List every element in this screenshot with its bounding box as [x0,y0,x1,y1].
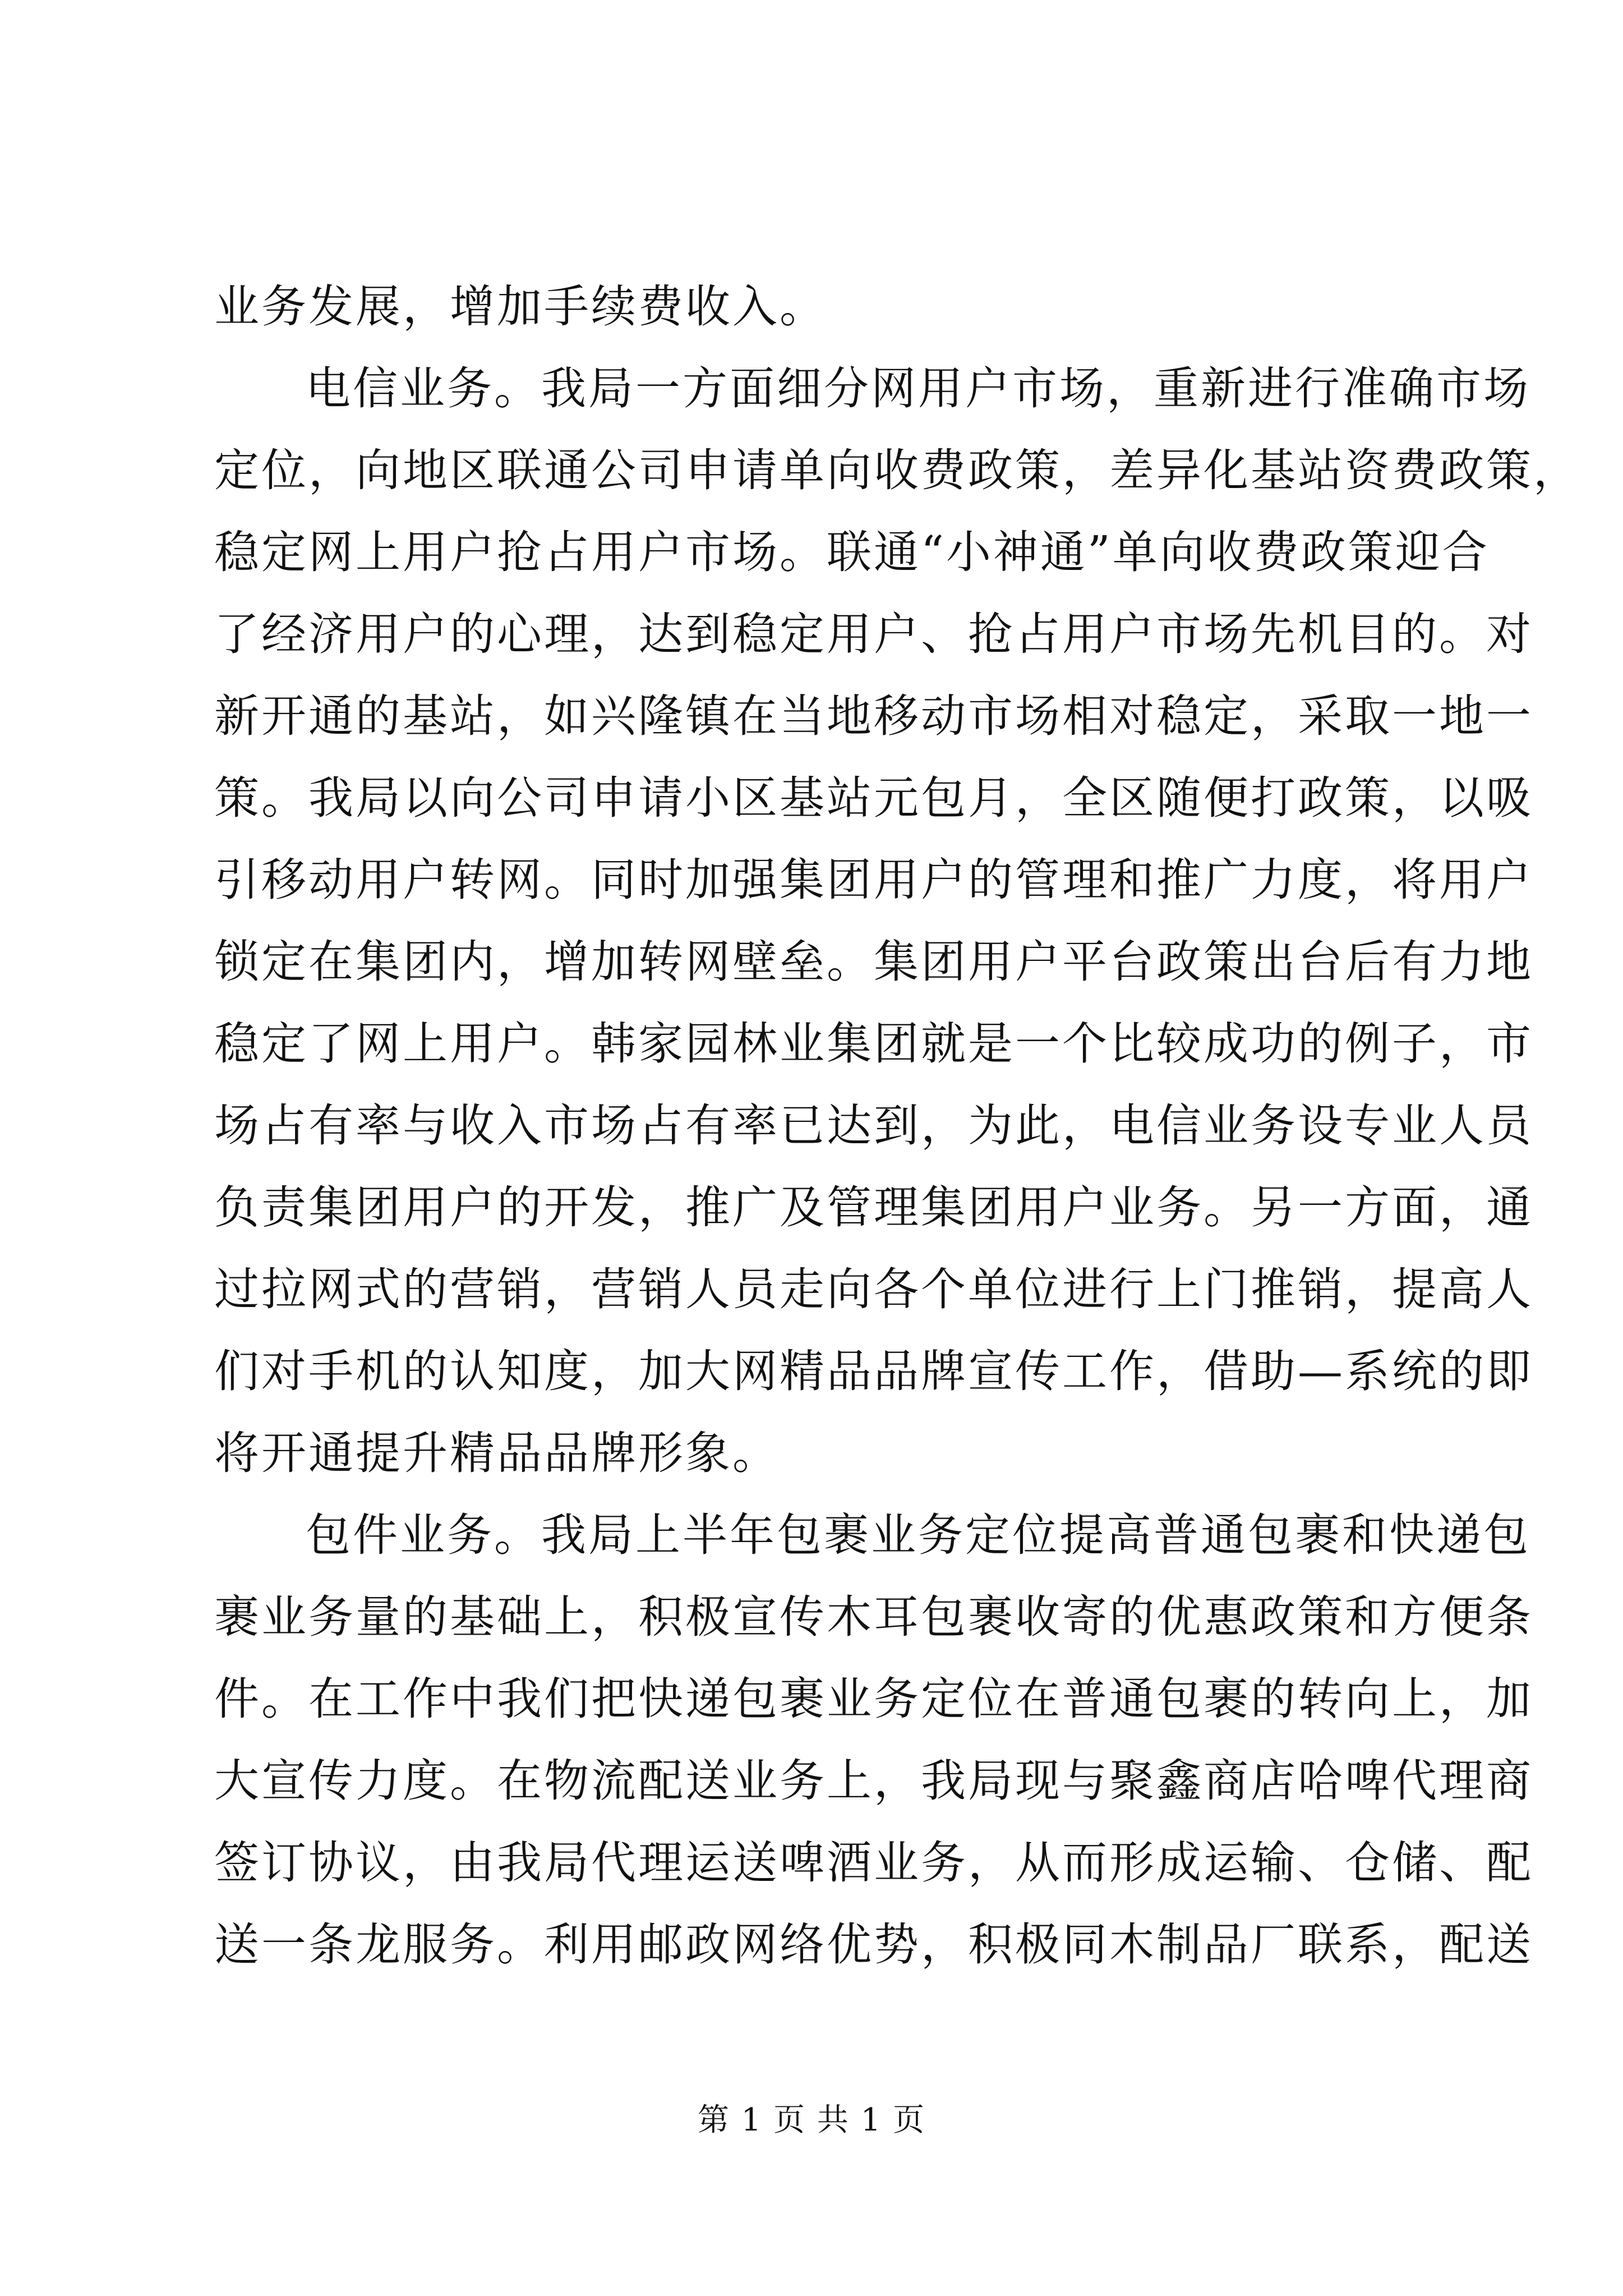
text-line: 锁定在集团内，增加转网壁垒。集团用户平台政策出台后有力地 [214,936,1533,988]
text-line: 了经济用户的心理，达到稳定用户、抢占用户市场先机目的。对 [214,608,1533,660]
text-line: 引移动用户转网。同时加强集团用户的管理和推广力度，将用户 [214,854,1533,906]
text-line: 稳定网上用户抢占用户市场。联通“小神通”单向收费政策迎合 [214,526,1490,578]
text-line: 大宣传力度。在物流配送业务上，我局现与聚鑫商店哈啤代理商 [214,1755,1533,1807]
text-line: 送一条龙服务。利用邮政网络优势，积极同木制品厂联系，配送 [214,1918,1533,1971]
text-line: 负责集团用户的开发，推广及管理集团用户业务。另一方面，通 [214,1181,1533,1234]
paragraph-start-line: 包件业务。我局上半年包裹业务定位提高普通包裹和快递包 [306,1509,1530,1561]
text-line: 签订协议，由我局代理运送啤酒业务，从而形成运输、仓储、配 [214,1837,1533,1889]
text-line: 业务发展，增加手续费收入。 [214,280,827,333]
text-line: 稳定了网上用户。韩家园林业集团就是一个比较成功的例子，市 [214,1018,1533,1070]
text-line: 场占有率与收入市场占有率已达到，为此，电信业务设专业人员 [214,1099,1533,1152]
paragraph-start-line: 电信业务。我局一方面细分网用户市场，重新进行准确市场 [306,362,1530,415]
text-line: 件。在工作中我们把快递包裹业务定位在普通包裹的转向上，加 [214,1673,1533,1725]
text-line: 们对手机的认知度，加大网精品品牌宣传工作，借助—系统的即 [214,1345,1533,1397]
text-line: 将开通提升精品品牌形象。 [214,1427,780,1479]
page-footer: 第 1 页 共 1 页 [697,2102,926,2138]
text-line: 新开通的基站，如兴隆镇在当地移动市场相对稳定，采取一地一 [214,690,1533,742]
text-line: 策。我局以向公司申请小区基站元包月，全区随便打政策，以吸 [214,772,1533,824]
text-line: 裹业务量的基础上，积极宣传木耳包裹收寄的优惠政策和方便条 [214,1591,1533,1643]
text-line: 定位，向地区联通公司申请单向收费政策，差异化基站资费政策， [214,444,1580,496]
text-line: 过拉网式的营销，营销人员走向各个单位进行上门推销，提高人 [214,1263,1533,1315]
